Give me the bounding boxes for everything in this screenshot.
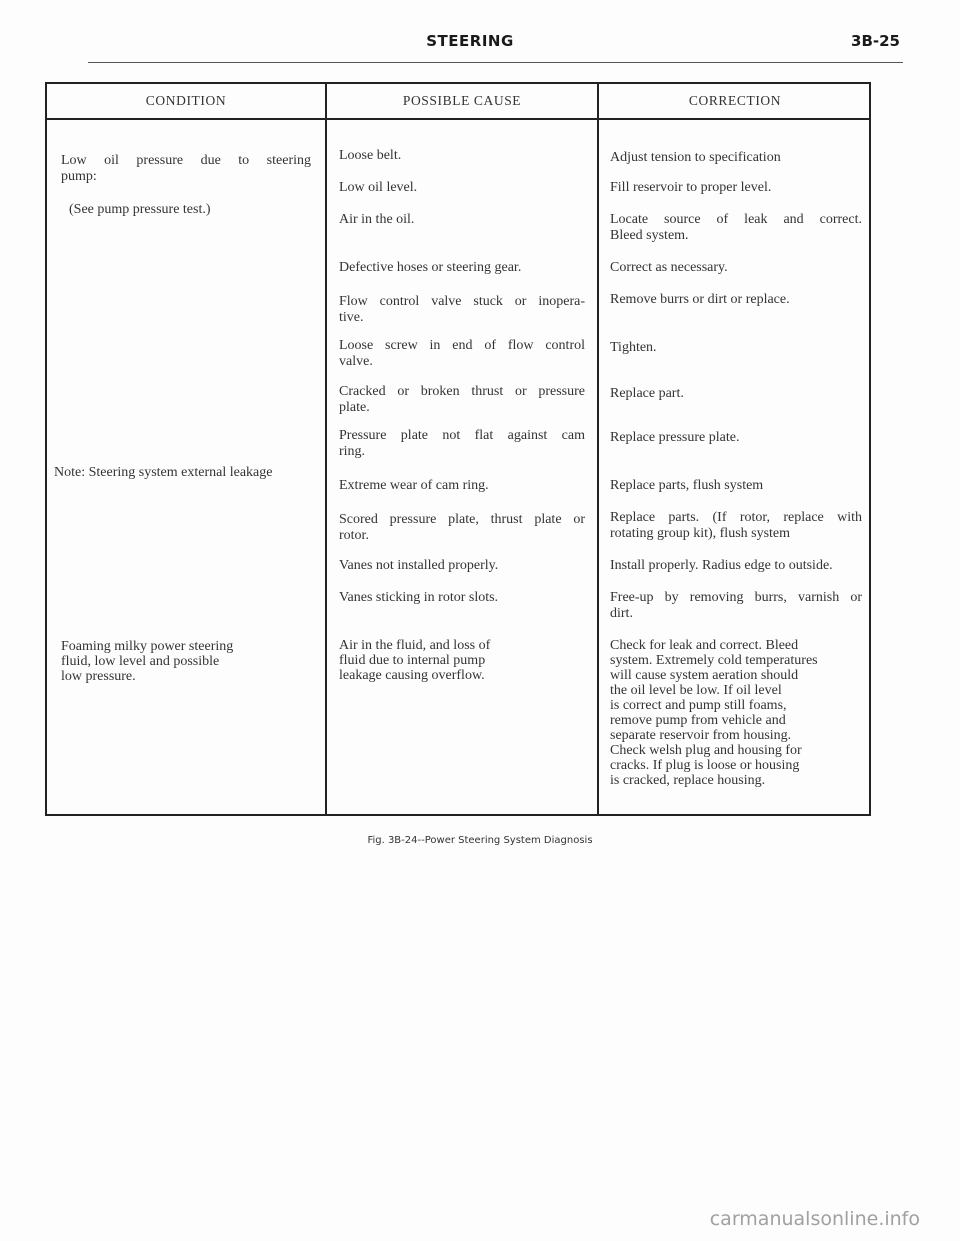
correction-line: cracks. If plug is loose or housing (610, 758, 800, 773)
cause-line: Vanes sticking in rotor slots. (339, 590, 499, 605)
cause-line: rotor. (339, 528, 369, 543)
cause-line: Pressure plate not flat against cam (339, 428, 585, 443)
condition-note: Note: Steering system external leakage (54, 465, 273, 480)
column-header-correction: CORRECTION (688, 93, 782, 108)
correction-line: Free-up by removing burrs, varnish or (610, 590, 862, 605)
cause-line: Scored pressure plate, thrust plate or (339, 512, 585, 527)
column-header-condition: CONDITION (145, 93, 227, 108)
cause-line: ring. (339, 444, 366, 459)
cause-line: plate. (339, 400, 370, 415)
condition-line: Foaming milky power steering (61, 639, 234, 654)
condition-note: (See pump pressure test.) (69, 202, 211, 217)
correction-line: Check for leak and correct. Bleed (610, 638, 799, 653)
correction-line: is correct and pump still foams, (610, 698, 787, 713)
correction-line: Replace pressure plate. (610, 430, 740, 445)
footer-watermark: carmanualsonline.info (709, 1208, 920, 1230)
cause-line: Low oil level. (339, 180, 418, 195)
correction-line: Fill reservoir to proper level. (610, 180, 772, 195)
cause-line: Extreme wear of cam ring. (339, 478, 489, 493)
cause-line: fluid due to internal pump (339, 653, 486, 668)
correction-line: Locate source of leak and correct. (610, 212, 862, 227)
cause-line: valve. (339, 354, 373, 369)
condition-line: low pressure. (61, 669, 136, 684)
column-divider (325, 84, 327, 814)
correction-line: Replace parts. (If rotor, replace with (610, 510, 862, 525)
correction-line: separate reservoir from housing. (610, 728, 792, 743)
section-title: STEERING (426, 32, 514, 50)
column-divider (597, 84, 599, 814)
correction-line: is cracked, replace housing. (610, 773, 766, 788)
cause-line: Air in the fluid, and loss of (339, 638, 491, 653)
correction-line: the oil level be low. If oil level (610, 683, 782, 698)
cause-line: Vanes not installed properly. (339, 558, 499, 573)
correction-line: Tighten. (610, 340, 657, 355)
correction-line: Bleed system. (610, 228, 689, 243)
cause-line: tive. (339, 310, 364, 325)
column-header-cause: POSSIBLE CAUSE (402, 93, 522, 108)
correction-line: Install properly. Radius edge to outside. (610, 558, 833, 573)
cause-line: Loose screw in end of flow control (339, 338, 585, 353)
cause-line: leakage causing overflow. (339, 668, 485, 683)
cause-line: Defective hoses or steering gear. (339, 260, 522, 275)
correction-line: will cause system aeration should (610, 668, 799, 683)
table-header (47, 84, 869, 120)
correction-line: Adjust tension to specification (610, 150, 781, 165)
condition-line: Low oil pressure due to steering (61, 153, 311, 168)
page-number: 3B-25 (851, 32, 900, 50)
correction-line: rotating group kit), flush system (610, 526, 791, 541)
correction-line: dirt. (610, 606, 633, 621)
cause-line: Cracked or broken thrust or pressure (339, 384, 585, 399)
cause-line: Loose belt. (339, 148, 402, 163)
figure-caption: Fig. 3B-24--Power Steering System Diagnosis (367, 835, 593, 846)
cause-line: Air in the oil. (339, 212, 415, 227)
header-rule (88, 62, 903, 63)
diagnosis-table (45, 82, 871, 816)
correction-line: Correct as necessary. (610, 260, 728, 275)
correction-line: Replace part. (610, 386, 684, 401)
correction-line: Replace parts, flush system (610, 478, 764, 493)
condition-line: pump: (61, 169, 97, 184)
correction-line: Remove burrs or dirt or replace. (610, 292, 790, 307)
correction-line: remove pump from vehicle and (610, 713, 786, 728)
condition-line: fluid, low level and possible (61, 654, 220, 669)
correction-line: system. Extremely cold temperatures (610, 653, 818, 668)
cause-line: Flow control valve stuck or inopera- (339, 294, 585, 309)
correction-line: Check welsh plug and housing for (610, 743, 802, 758)
